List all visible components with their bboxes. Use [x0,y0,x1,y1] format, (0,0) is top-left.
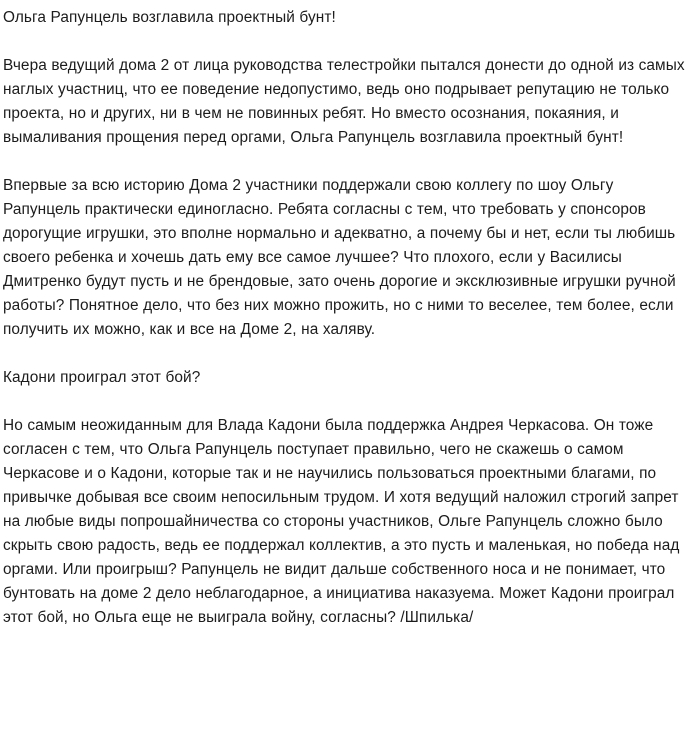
article-subheading: Кадони проиграл этот бой? [3,369,201,386]
article-paragraph-3: Но самым неожиданным для Влада Кадони была поддержка Андрея Черкасова. Он тоже согласен с тем, что Ольга Рапунцель поступает правильно, чего не скажешь о самом Черкасове и о Кадони, которые так и не научились пользоваться проектными благами, по привычке добывая все своим непосильным трудом. И хотя ведущий наложил строгий запрет на любые виды попрошайничества со стороны участников, Ольге Рапунцель сложно было скрыть свою радость, ведь ее поддержал коллектив, а это пусть и маленькая, но победа над оргами. Или проигрыш? Рапунцель не видит дальше собственного носа и не понимает, что бунтовать на доме 2 дело неблагодарное, а инициатива наказуема. Может Кадони проиграл этот бой, но Ольга еще не выиграла войну, согласны? /Шпилька/ [3,417,684,626]
article-paragraph-1: Вчера ведущий дома 2 от лица руководства телестройки пытался донести до одной из самых наглых участниц, что ее поведение недопустимо, ведь оно подрывает репутацию не только проекта, но и других, ни в чем не повинных ребят. Но вместо осознания, покаяния, и вымаливания прощения перед оргами, Ольга Рапунцель возглавила проектный бунт! [3,57,690,146]
lead-headline: Ольга Рапунцель возглавила проектный бунт! [3,9,336,26]
article-paragraph-2: Впервые за всю историю Дома 2 участники поддержали свою коллегу по шоу Ольгу Рапунцель практически единогласно. Ребята согласны с тем, что требовать у спонсоров дорогущие игрушки, это вполне нормально и адекватно, а почему бы и нет, если ты любишь своего ребенка и хочешь дать ему все самое лучшее? Что плохого, если у Василисы Дмитренко будут пусть и не брендовые, зато очень дорогие и эксклюзивные игрушки ручной работы? Понятное дело, что без них можно прожить, но с ними то веселее, тем более, если получить их можно, как и все на Доме 2, на халяву. [3,177,681,338]
